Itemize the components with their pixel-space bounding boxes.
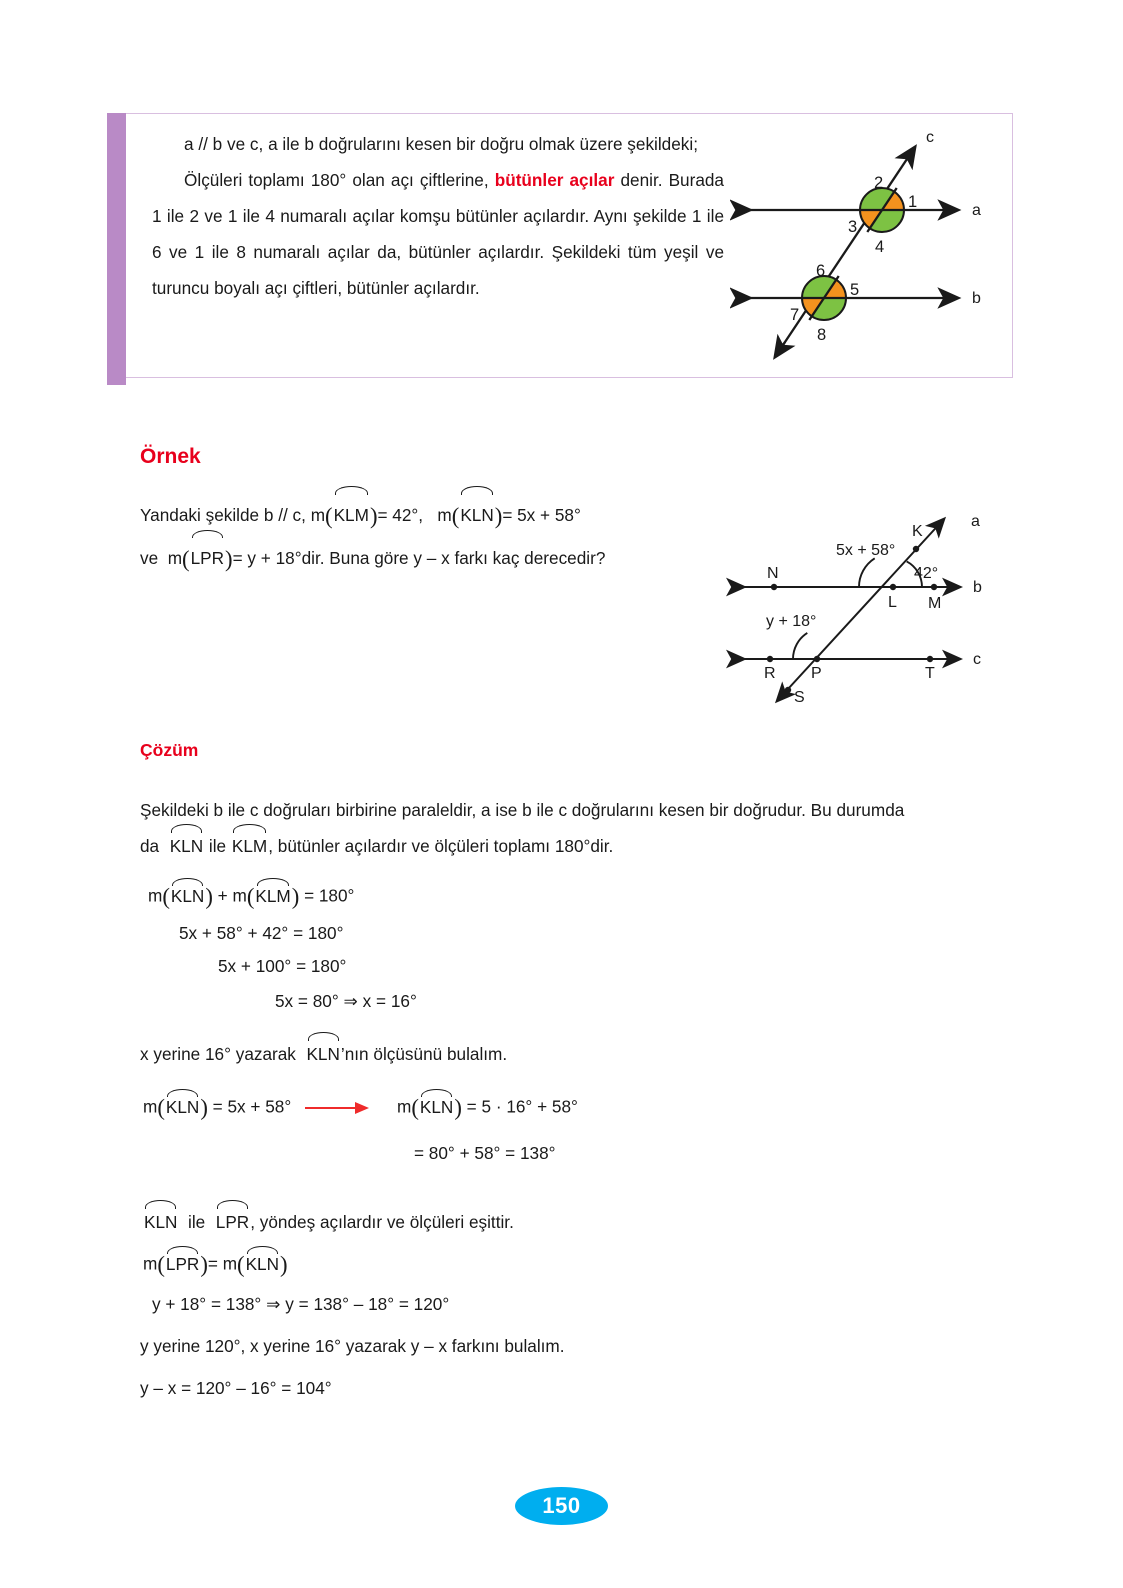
- cozum-para2-angle-KLM: KLM: [231, 832, 268, 860]
- equation-9: y + 18° = 138° ⇒ y = 138° – 18° = 120°: [152, 1294, 450, 1314]
- point-N: [771, 584, 777, 590]
- ornek-m3-fn: m: [167, 548, 183, 569]
- ornek-m2-fn: m: [437, 505, 452, 525]
- point-R: [767, 656, 773, 662]
- equation-4: 5x = 80° ⇒ x = 16°: [275, 991, 417, 1011]
- figure-top-angle-8: 8: [817, 326, 827, 344]
- eq8-fn1: m: [143, 1253, 158, 1274]
- figure-example-point-label-T: T: [925, 665, 935, 682]
- figure-top-angle-4: 4: [875, 238, 885, 256]
- info-box-text: [152, 126, 724, 306]
- figure-top-angle-1: 1: [908, 193, 918, 211]
- figure-parallel-lines-angles: [730, 112, 1010, 377]
- figure-top-angle-3: 3: [848, 218, 858, 236]
- cozum-para2-ile: ile: [208, 836, 227, 856]
- eq1-fn1: m: [148, 885, 163, 906]
- eq8-angle-LPR: LPR: [165, 1253, 200, 1274]
- eq1-angle-KLN: KLN: [170, 885, 205, 906]
- figure-example-point-label-S: S: [794, 689, 805, 706]
- figure-example-angles: [722, 486, 1014, 714]
- yondes-ile: ile: [188, 1212, 206, 1232]
- substitution-text: [140, 1040, 507, 1068]
- eq1-plus: + m: [217, 885, 247, 906]
- ornek-line1-pre: Yandaki şekilde b // c,: [140, 505, 311, 525]
- ornek-m1-value: = 42°,: [377, 505, 424, 525]
- figure-example-point-label-K: K: [912, 523, 923, 540]
- cozum-para2-tail: , bütünler açılardır ve ölçüleri toplamı 180°dir.: [268, 836, 614, 856]
- figure-example-point-label-L: L: [888, 594, 897, 611]
- eq6-angle-KLN: KLN: [419, 1096, 454, 1117]
- figure-example-angle-5x-58: 5x + 58°: [836, 542, 896, 559]
- equation-7: = 80° + 58° = 138°: [414, 1143, 556, 1163]
- point-K: [913, 546, 919, 552]
- eq5-angle-KLN: KLN: [165, 1096, 200, 1117]
- arc-5x-58: [859, 558, 875, 587]
- figure-example-label-b: b: [973, 579, 982, 596]
- point-S: [785, 687, 791, 693]
- ornek-m1-angle: KLM: [333, 494, 370, 536]
- point-P: [814, 656, 820, 662]
- eq5-fn: m: [143, 1096, 158, 1117]
- info-paragraph-2: [152, 162, 724, 306]
- figure-top-label-c: c: [926, 129, 934, 146]
- ornek-m2-value: = 5x + 58°: [502, 505, 581, 525]
- ornek-m3-value: = y + 18°dir. Buna göre y – x farkı kaç derecedir?: [232, 548, 606, 569]
- page-number-badge: 150: [515, 1487, 608, 1525]
- red-arrow-head: [355, 1102, 369, 1114]
- cozum-para2-angle-KLN: KLN: [169, 832, 204, 860]
- cozum-paragraph-2: [140, 832, 613, 860]
- figure-example-point-label-M: M: [928, 595, 942, 612]
- figure-top-angle-2: 2: [874, 174, 884, 192]
- arc-y-18: [793, 633, 807, 659]
- info-p2-part1: Ölçüleri toplamı 180° olan açı çiftlerine,: [184, 170, 495, 190]
- sub-text-pre: x yerine 16° yazarak: [140, 1044, 301, 1064]
- figure-example-label-c: c: [973, 651, 981, 668]
- figure-example-point-label-P: P: [811, 665, 822, 682]
- yondes-tail: , yöndeş açılardır ve ölçüleri eşittir.: [250, 1212, 514, 1232]
- eq1-angle-KLM: KLM: [255, 885, 291, 906]
- figure-example-point-label-N: N: [767, 565, 779, 582]
- equation-2: 5x + 58° + 42° = 180°: [179, 923, 344, 943]
- eq8-angle-KLN: KLN: [245, 1253, 280, 1274]
- figure-example-angle-y-18: y + 18°: [766, 613, 817, 630]
- cozum-para1-text: Şekildeki b ile c doğruları birbirine paraleldir, a ise b ile c doğrularını kesen bir doğrudur. Bu durumda: [140, 800, 905, 820]
- point-T: [927, 656, 933, 662]
- yondes-angle-KLN: KLN: [143, 1208, 178, 1236]
- equation-1: m(KLN) + m(KLM) = 180°: [148, 884, 355, 909]
- point-M: [931, 584, 937, 590]
- line-c-lower-arrow: [775, 342, 785, 357]
- info-box-accent-bar: [107, 113, 126, 385]
- point-L: [890, 584, 896, 590]
- equation-6: m(KLN) = 5 · 16° + 58°: [397, 1095, 578, 1120]
- ornek-m1-fn: m: [310, 505, 326, 525]
- info-paragraph-1: a // b ve c, a ile b doğrularını kesen bir doğru olmak üzere şekildeki;: [184, 134, 698, 154]
- figure-example-label-a: a: [971, 513, 980, 530]
- figure-example-point-label-R: R: [764, 665, 776, 682]
- figure-example-angle-42: 42°: [914, 565, 939, 582]
- info-p2-part2: denir. Burada 1 ile 2 ve 1 ile 4 numaralı açılar komşu bütünler açılardır. Aynı şekilde 1 ile 6 ve 1 ile 8 numaralı açılar da, bütünler açılardır. Şekildeki tüm yeşil ve turuncu boyalı açı çiftleri, bütünler açılardır.: [152, 170, 724, 298]
- line-c: [775, 147, 918, 357]
- ornek-m2-angle: KLN: [459, 494, 494, 536]
- info-keyword-butunler-acilar: bütünler açılar: [494, 170, 615, 190]
- figure-top-angle-7: 7: [790, 306, 800, 324]
- ornek-heading: Örnek: [140, 445, 201, 468]
- cozum-paragraph-1: [140, 790, 1016, 830]
- figure-top-angle-5: 5: [850, 281, 860, 299]
- eq5-rhs: = 5x + 58°: [212, 1096, 292, 1117]
- eq1-rhs: = 180°: [304, 885, 355, 906]
- final-equation: y – x = 120° – 16° = 104°: [140, 1378, 332, 1398]
- ornek-statement: Yandaki şekilde b // c, m(KLM)= 42°, m(KLN)= 5x + 58° ve m(LPR)= y + 18°dir. Buna göre y – x farkı kaç derecedir?: [140, 494, 670, 581]
- cozum-heading: Çözüm: [140, 740, 199, 760]
- yondes-angle-LPR: LPR: [215, 1208, 250, 1236]
- sub-text-post: ’nın ölçüsünü bulalım.: [340, 1044, 508, 1064]
- figure-top-angle-6: 6: [816, 262, 826, 280]
- red-arrow-shaft: [305, 1107, 357, 1109]
- equation-5: m(KLN) = 5x + 58°: [143, 1095, 292, 1120]
- cozum-para2-da: da: [140, 836, 160, 856]
- sub-text-angle-KLN: KLN: [305, 1040, 340, 1068]
- final-text: y yerine 120°, x yerine 16° yazarak y – x farkını bulalım.: [140, 1336, 565, 1356]
- eq6-rhs: = 5 · 16° + 58°: [466, 1096, 578, 1117]
- yondes-statement: [143, 1208, 514, 1236]
- figure-top-label-b: b: [972, 290, 981, 307]
- figure-top-label-a: a: [972, 202, 981, 219]
- equation-8: m(LPR)= m(KLN): [143, 1252, 288, 1277]
- ornek-m3-angle: LPR: [190, 537, 225, 579]
- ornek-line2-pre: ve: [140, 548, 163, 569]
- equation-3: 5x + 100° = 180°: [218, 956, 347, 976]
- eq8-eq: = m: [207, 1253, 238, 1274]
- eq6-fn: m: [397, 1096, 412, 1117]
